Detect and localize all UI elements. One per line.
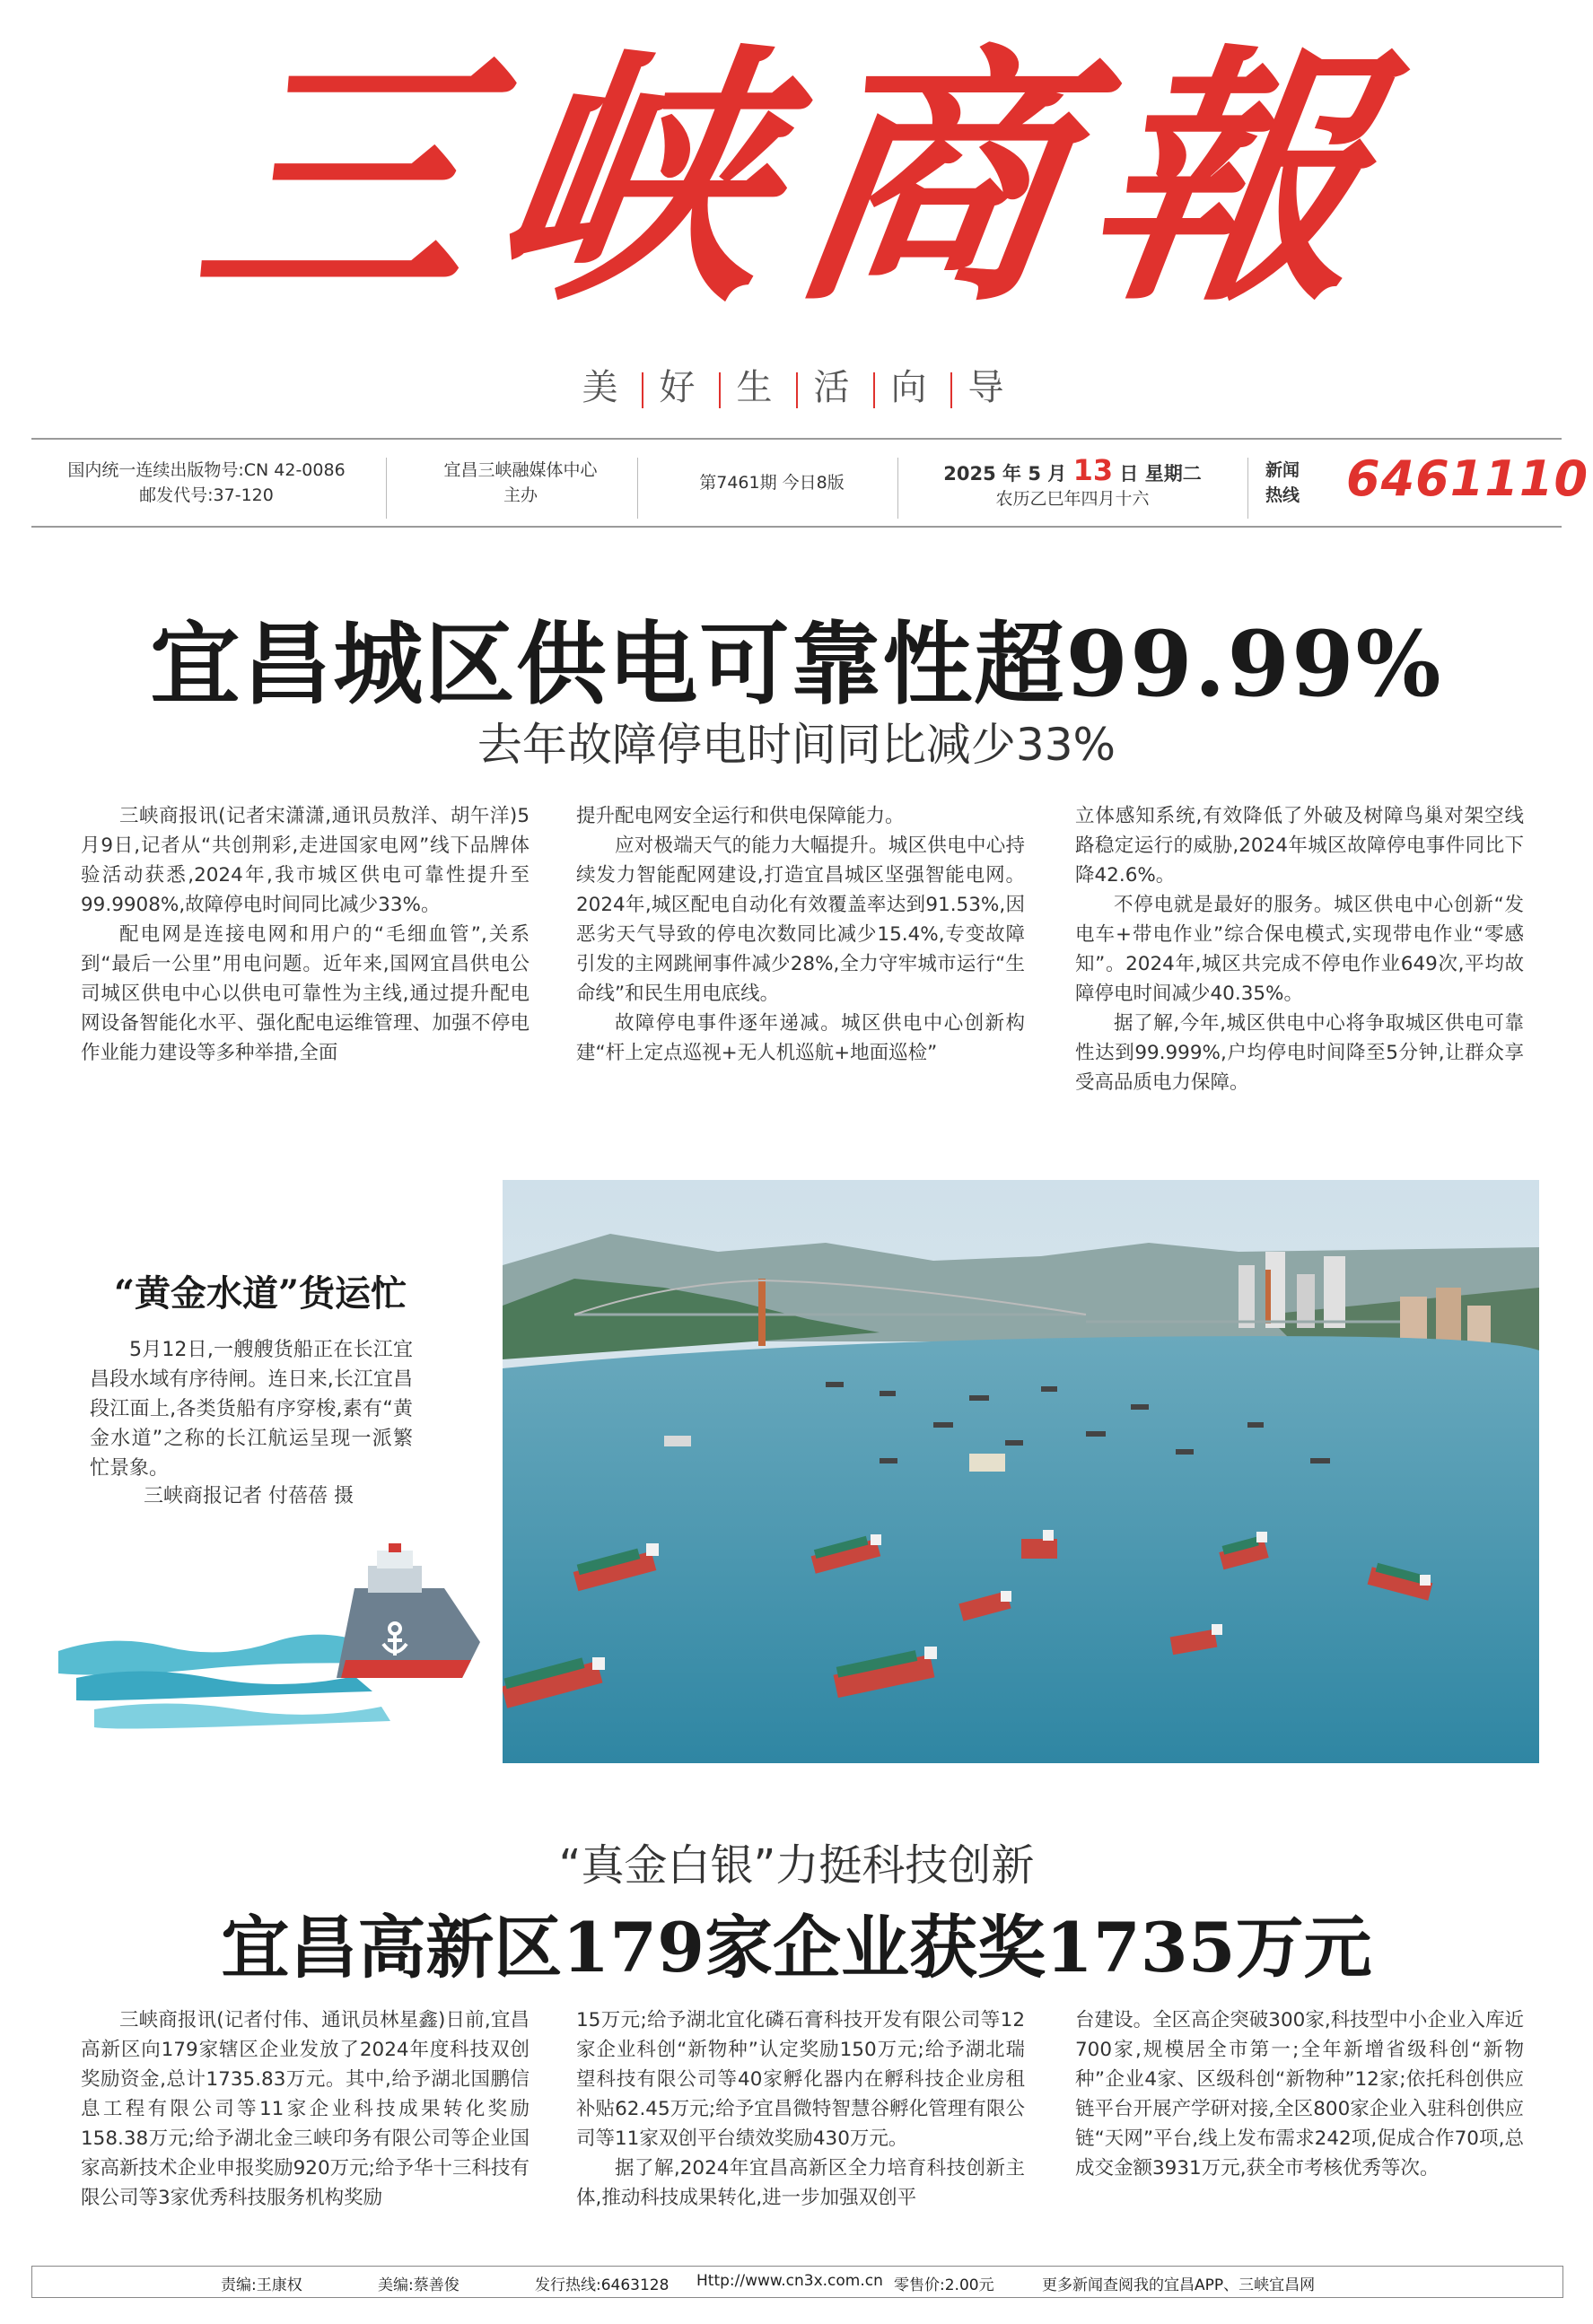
paragraph: 三峡商报讯(记者宋潇潇,通讯员敖洋、胡午洋)5月9日,记者从“共创荆彩,走进国家电网”线下品牌体验活动获悉,2024年,我市城区供电可靠性提升至99.9908%,故障停电时间同比减少33%。 xyxy=(81,805,530,916)
issue-date xyxy=(906,453,1239,487)
article2-column-1 xyxy=(81,2005,530,2213)
article1-column-1 xyxy=(81,801,530,1068)
article1-column-2 xyxy=(576,801,1025,1068)
footer-art-editor: 美编:蔡善俊 xyxy=(378,2276,460,2294)
lunar-date: 农历乙巳年四月十六 xyxy=(995,489,1150,509)
photo-caption-title: “黄金水道”货运忙 xyxy=(113,1272,407,1315)
slogan-char: 好 xyxy=(659,367,703,408)
paragraph: 提升配电网安全运行和供电保障能力。 xyxy=(576,805,905,827)
divider xyxy=(637,458,638,519)
footer-website[interactable]: Http://www.cn3x.com.cn xyxy=(696,2272,883,2290)
slogan-char: 美 xyxy=(582,367,626,408)
paragraph: 5月12日,一艘艘货船正在长江宜昌段水域有序待闸。连日来,长江宜昌段江面上,各类货船有序穿梭,素有“黄金水道”之称的长江航运呈现一派繁忙景象。 xyxy=(90,1339,413,1480)
date-prefix: 2025 年 5 月 xyxy=(943,463,1067,485)
hotline-label-line: 热线 xyxy=(1265,485,1300,505)
date-info xyxy=(906,453,1239,529)
date-suffix: 日 星期二 xyxy=(1119,463,1202,485)
footer-app-notice: 更多新闻查阅我的宜昌APP、三峡宜昌网 xyxy=(1042,2276,1316,2294)
footer-price: 零售价:2.00元 xyxy=(894,2276,994,2294)
paragraph: 立体感知系统,有效降低了外破及树障鸟巢对架空线路稳定运行的威胁,2024年城区故障停电事件同比下降42.6%。 xyxy=(1075,805,1524,887)
divider xyxy=(1247,458,1248,519)
slogan-char: 导 xyxy=(967,367,1011,408)
photo-caption-text xyxy=(90,1335,413,1483)
organizer-role: 主办 xyxy=(503,485,538,505)
hotline-number: 6461110 xyxy=(1346,450,1589,507)
slogan-char: 向 xyxy=(890,367,934,408)
paragraph: 应对极端天气的能力大幅提升。城区供电中心持续发力智能配网建设,打造宜昌城区坚强智能电网。2024年,城区配电自动化有效覆盖率达到91.53%,因恶劣天气导致的停电次数同比减少15.4%,专变故障引发的主网跳闸事件减少28%,全力守牢城市运行“生命线”和民生用电底线。 xyxy=(576,834,1025,1005)
masthead-slogan xyxy=(0,359,1593,410)
paragraph: 台建设。全区高企突破300家,科技型中小企业入库近700家,规模居全市第一;全年新增省级科创“新物种”企业4家、区级科创“新物种”12家;依托科创供应链平台开展产学研对接,全区800家企业入驻科创供应链“天网”平台,线上发布需求242项,促成合作70项,总成交金额3931万元,获全市考核优秀等次。 xyxy=(1075,2009,1524,2180)
publication-number: 国内统一连续出版物号:CN 42-0086 xyxy=(67,460,346,480)
hotline-label xyxy=(1265,458,1337,529)
divider xyxy=(897,458,898,519)
paragraph: 故障停电事件逐年递减。城区供电中心创新构建“杆上定点巡视+无人机巡航+地面巡检” xyxy=(576,1012,1025,1064)
footer-editor: 责编:王康权 xyxy=(221,2276,302,2294)
masthead-title: 三峡商報 xyxy=(181,21,1412,337)
info-bar-top-rule xyxy=(31,438,1562,440)
article1-subheadline: 去年故障停电时间同比减少33% xyxy=(477,719,1116,771)
paragraph: 15万元;给予湖北宜化磷石膏科技开发有限公司等12家企业科创“新物种”认定奖励150万元;给予湖北瑞望科技有限公司等40家孵化器内在孵科技企业房租补贴62.45万元;给予宜昌微特智慧谷孵化管理有限公司等11家双创平台绩效奖励430万元。 xyxy=(576,2009,1025,2150)
info-bar-bottom-rule xyxy=(31,526,1562,528)
organizer-name: 宜昌三峡融媒体中心 xyxy=(443,460,598,480)
publication-info xyxy=(45,458,368,529)
slogan-char: 活 xyxy=(813,367,857,408)
paragraph: 配电网是连接电网和用户的“毛细血管”,关系到“最后一公里”用电问题。近年来,国网宜昌供电公司城区供电中心以供电可靠性为主线,通过提升配电网设备智能化水平、强化配电运维管理、加强不停电作业能力建设等多种举措,全面 xyxy=(81,923,530,1064)
organizer-info xyxy=(404,458,637,529)
paragraph: 三峡商报讯(记者付伟、通讯员林星鑫)日前,宜昌高新区向179家辖区企业发放了2024年度科技双创奖励资金,总计1735.83万元。其中,给予湖北国鹏信息工程有限公司等11家企业科技成果转化奖励158.38万元;给予湖北金三峡印务有限公司等企业国家高新技术企业申报奖励920万元;给予华十三科技有限公司等3家优秀科技服务机构奖励 xyxy=(81,2009,530,2209)
article2-headline: 宜昌高新区179家企业获奖1735万元 xyxy=(221,1908,1372,1988)
paragraph: 据了解,2024年宜昌高新区全力培育科技创新主体,推动科技成果转化,进一步加强双创平 xyxy=(576,2157,1025,2209)
paragraph: 据了解,今年,城区供电中心将争取城区供电可靠性达到99.999%,户均停电时间降至5分钟,让群众享受高品质电力保障。 xyxy=(1075,1012,1524,1094)
article1-headline: 宜昌城区供电可靠性超99.99% xyxy=(150,611,1443,717)
article1-column-3 xyxy=(1075,801,1524,1097)
footer-distribution: 发行热线:6463128 xyxy=(535,2276,670,2294)
divider xyxy=(386,458,387,519)
paragraph: 不停电就是最好的服务。城区供电中心创新“发电车+带电作业”综合保电模式,实现带电作业“零感知”。2024年,城区共完成不停电作业649次,平均故障停电时间减少40.35%。 xyxy=(1075,894,1524,1005)
ship-illustration-icon xyxy=(58,1543,507,1732)
slogan-char: 生 xyxy=(736,367,780,408)
article2-column-2 xyxy=(576,2005,1025,2213)
page-footer xyxy=(31,2266,1563,2298)
river-cargo-photo xyxy=(503,1180,1539,1763)
article2-kicker: “真金白银”力挺科技创新 xyxy=(558,1840,1035,1891)
hotline-label-line: 新闻 xyxy=(1265,460,1300,480)
issue-info: 第7461期 今日8版 xyxy=(699,473,845,493)
article2-column-3 xyxy=(1075,2005,1524,2183)
postal-code: 邮发代号:37-120 xyxy=(139,485,274,505)
date-day: 13 xyxy=(1072,453,1114,487)
photo-credit: 三峡商报记者 付蓓蓓 摄 xyxy=(144,1485,354,1507)
